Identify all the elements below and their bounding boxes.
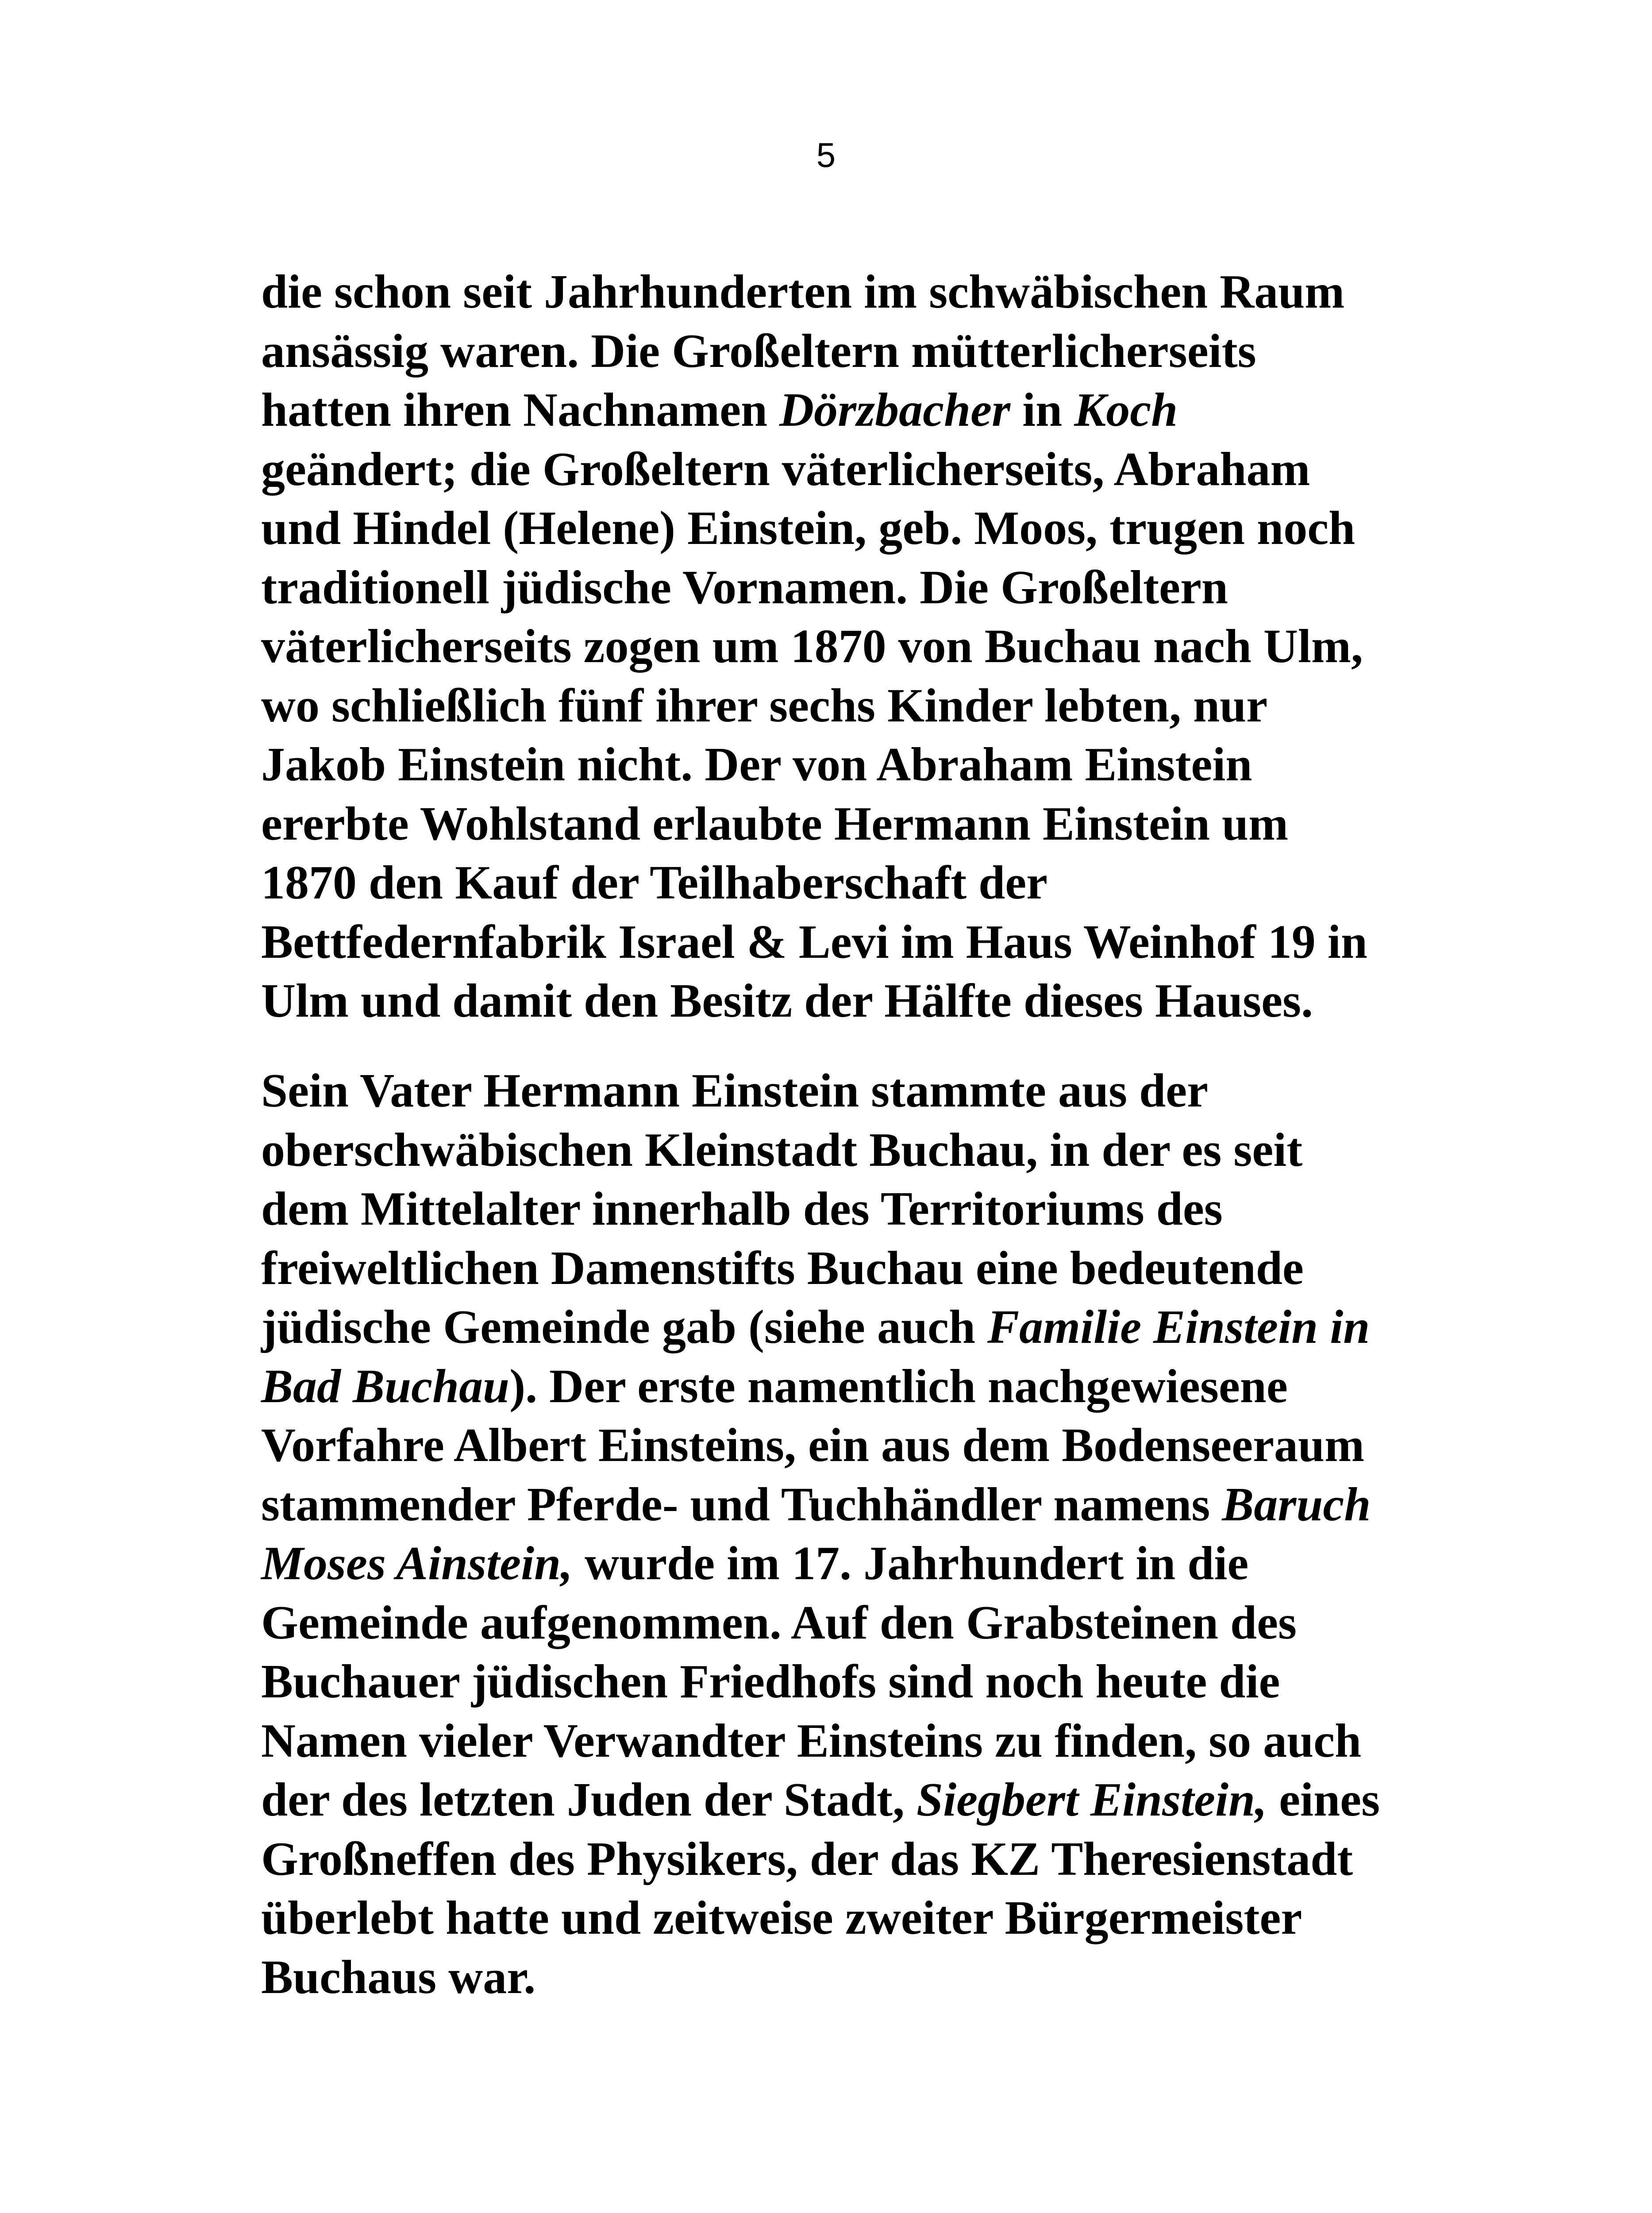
italic-text: Koch	[1074, 384, 1178, 436]
text-line	[261, 1712, 1421, 1771]
text-segment: dem Mittelalter innerhalb des Territoriums des	[261, 1183, 1223, 1235]
text-segment: freiweltlichen Damenstifts Buchau eine bedeutende	[261, 1241, 1304, 1295]
text-segment: jüdische Gemeinde gab (siehe auch	[261, 1301, 988, 1353]
text-line	[261, 913, 1421, 972]
text-line	[261, 1180, 1421, 1239]
text-line	[261, 1239, 1421, 1298]
text-segment: geändert; die Großeltern väterlicherseits, Abraham	[261, 443, 1310, 496]
text-segment: Buchaus war.	[261, 1951, 536, 2004]
text-segment: Buchauer jüdischen Friedhofs sind noch heute die	[261, 1655, 1280, 1708]
text-segment: Sein Vater Hermann Einstein stammte aus der	[261, 1064, 1209, 1117]
text-line	[261, 1889, 1421, 1948]
text-line	[261, 1830, 1421, 1889]
text-line	[261, 440, 1421, 499]
text-segment: oberschwäbischen Kleinstadt Buchau, in der es seit	[261, 1123, 1303, 1176]
text-segment: Jakob Einstein nicht. Der von Abraham Einstein	[261, 738, 1252, 791]
text-segment: hatten ihren Nachnamen	[261, 384, 780, 436]
text-segment: stammender Pferde- und Tuchhändler namens	[261, 1478, 1222, 1531]
italic-text: Siegbert Einstein,	[916, 1773, 1267, 1826]
text-line	[261, 1770, 1421, 1830]
text-line	[261, 853, 1421, 913]
text-segment: 1870 den Kauf der Teilhaberschaft der	[261, 856, 1048, 909]
text-segment: eines	[1267, 1773, 1380, 1826]
text-line	[261, 1061, 1421, 1121]
text-line	[261, 1652, 1421, 1712]
italic-text: Familie Einstein in	[987, 1301, 1370, 1353]
text-line	[261, 381, 1421, 440]
text-line	[261, 735, 1421, 794]
text-line	[261, 1121, 1421, 1180]
text-segment: Vorfahre Albert Einsteins, ein aus dem Bodenseeraum	[261, 1419, 1365, 1472]
text-segment: der des letzten Juden der Stadt,	[261, 1773, 916, 1826]
text-line	[261, 1534, 1421, 1593]
body-paragraph-2	[261, 1061, 1421, 2007]
text-segment: traditionell jüdische Vornamen. Die Großeltern	[261, 561, 1228, 614]
text-line	[261, 558, 1421, 617]
text-segment: in	[1010, 384, 1074, 436]
text-segment: wurde im 17. Jahrhundert in die	[573, 1537, 1249, 1590]
text-line	[261, 1593, 1421, 1653]
text-segment: ererbte Wohlstand erlaubte Hermann Einstein um	[261, 797, 1289, 850]
text-line	[261, 322, 1421, 381]
text-segment: die schon seit Jahrhunderten im schwäbischen Raum	[261, 266, 1345, 318]
text-line	[261, 1298, 1421, 1357]
page-number: 5	[816, 135, 836, 174]
text-segment: Namen vieler Verwandter Einsteins zu finden, so auch	[261, 1714, 1362, 1767]
text-segment: väterlicherseits zogen um 1870 von Buchau nach Ulm,	[261, 620, 1363, 673]
italic-text: Bad Buchau	[261, 1360, 510, 1413]
text-line	[261, 794, 1421, 854]
text-line	[261, 1948, 1421, 2007]
italic-text: Moses Ainstein,	[261, 1537, 573, 1590]
italic-text: Dörzbacher	[779, 384, 1011, 436]
text-line	[261, 617, 1421, 676]
text-segment: Bettfedernfabrik Israel & Levi im Haus Weinhof 19 in	[261, 915, 1367, 968]
text-segment: ). Der erste namentlich nachgewiesene	[509, 1360, 1288, 1413]
italic-text: Baruch	[1222, 1478, 1371, 1531]
text-line	[261, 676, 1421, 736]
text-segment: Gemeinde aufgenommen. Auf den Grabsteinen des	[261, 1596, 1297, 1649]
text-line	[261, 262, 1421, 322]
text-segment: überlebt hatte und zeitweise zweiter Bürgermeister	[261, 1892, 1302, 1944]
text-line	[261, 972, 1421, 1031]
text-line	[261, 499, 1421, 558]
body-paragraph-1	[261, 262, 1421, 1031]
text-segment: Ulm und damit den Besitz der Hälfte dieses Hauses.	[261, 975, 1313, 1027]
text-segment: ansässig waren. Die Großeltern mütterlicherseits	[261, 324, 1256, 378]
text-segment: Großneffen des Physikers, der das KZ Theresienstadt	[261, 1832, 1353, 1885]
text-segment: wo schließlich fünf ihrer sechs Kinder lebten, nur	[261, 679, 1268, 732]
text-line	[261, 1357, 1421, 1416]
text-segment: und Hindel (Helene) Einstein, geb. Moos, trugen noch	[261, 502, 1355, 555]
text-line	[261, 1475, 1421, 1534]
text-line	[261, 1416, 1421, 1475]
